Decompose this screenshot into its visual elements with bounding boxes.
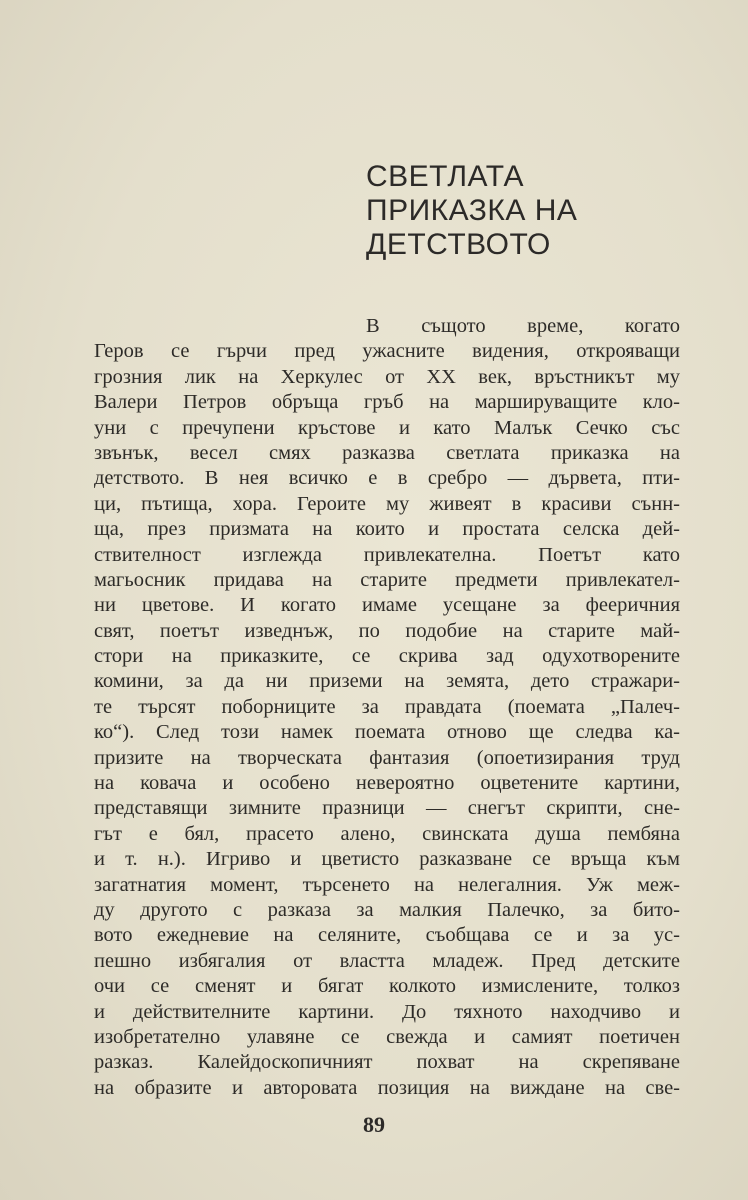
text-line: на ковача и особено невероятно оцветените картини, [94, 772, 680, 795]
text-line: стори на приказките, се скрива зад одухотворените [94, 645, 680, 668]
chapter-title-line: СВЕТЛАТА [366, 160, 525, 193]
text-line: свят, поетът изведнъж, по подобие на старите май- [94, 619, 680, 642]
text-line: В същото време, когато [366, 315, 680, 337]
text-line: загатнатия момент, търсенето на нелегалния. Уж меж- [94, 873, 680, 896]
text-line: пешно избягалия от властта младеж. Пред детските [94, 949, 680, 972]
text-line: те търсят поборниците за правдата (поемата „Палеч- [94, 695, 680, 718]
body-paragraph [94, 314, 680, 1101]
text-line: ци, пътища, хора. Героите му живеят в красиви сънн- [94, 492, 680, 515]
text-line: Валери Петров обръща гръб на маршируващите кло- [94, 391, 680, 414]
text-line: на образите и авторовата позиция на виждане на све- [94, 1076, 680, 1099]
text-line: грозния лик на Херкулес от XX век, връстникът му [94, 365, 680, 388]
chapter-title-line: ПРИКАЗКА НА [366, 194, 578, 227]
text-line: комини, за да ни приземи на земята, дето стражари- [94, 670, 680, 693]
text-line: вото ежедневие на селяните, съобщава се и за ус- [94, 924, 680, 947]
text-line: и т. н.). Игриво и цветисто разказване се връща към [94, 848, 680, 871]
chapter-title-line: ДЕТСТВОТО [366, 228, 551, 261]
text-line: разказ. Калейдоскопичният похват на скрепяване [94, 1051, 680, 1074]
text-line: Геров се гърчи пред ужасните видения, открояващи [94, 340, 680, 363]
text-line: ни цветове. И когато имаме усещане за фееричния [94, 594, 680, 617]
text-line: ко“). След този намек поемата отново ще следва ка- [94, 721, 680, 744]
text-line: изобретателно улавяне се свежда и самият поетичен [94, 1025, 680, 1048]
text-line: уни с пречупени кръстове и като Малък Сечко със [94, 416, 680, 439]
text-line: магьосник придава на старите предмети привлекател- [94, 568, 680, 591]
text-line: призите на творческата фантазия (опоетизирания труд [94, 746, 680, 769]
text-line: и действителните картини. До тяхното находчиво и [94, 1000, 680, 1023]
text-line: звънък, весел смях разказва светлата приказка на [94, 441, 680, 464]
text-line: ща, през призмата на които и простата селска дей- [94, 518, 680, 541]
text-line: гът е бял, прасето алено, свинската душа пембяна [94, 822, 680, 845]
text-line: детството. В нея всичко е в сребро — дървета, пти- [94, 467, 680, 490]
text-line: ду другото с разказа за малкия Палечко, за бито- [94, 898, 680, 921]
page-number: 89 [363, 1112, 385, 1137]
text-line: ствителност изглежда привлекателна. Поетът като [94, 543, 680, 566]
chapter-title [366, 160, 577, 262]
text-line: представящи зимните празници — снегът скрипти, сне- [94, 797, 680, 820]
text-line: очи се сменят и бягат колкото измислените, толкоз [94, 975, 680, 998]
